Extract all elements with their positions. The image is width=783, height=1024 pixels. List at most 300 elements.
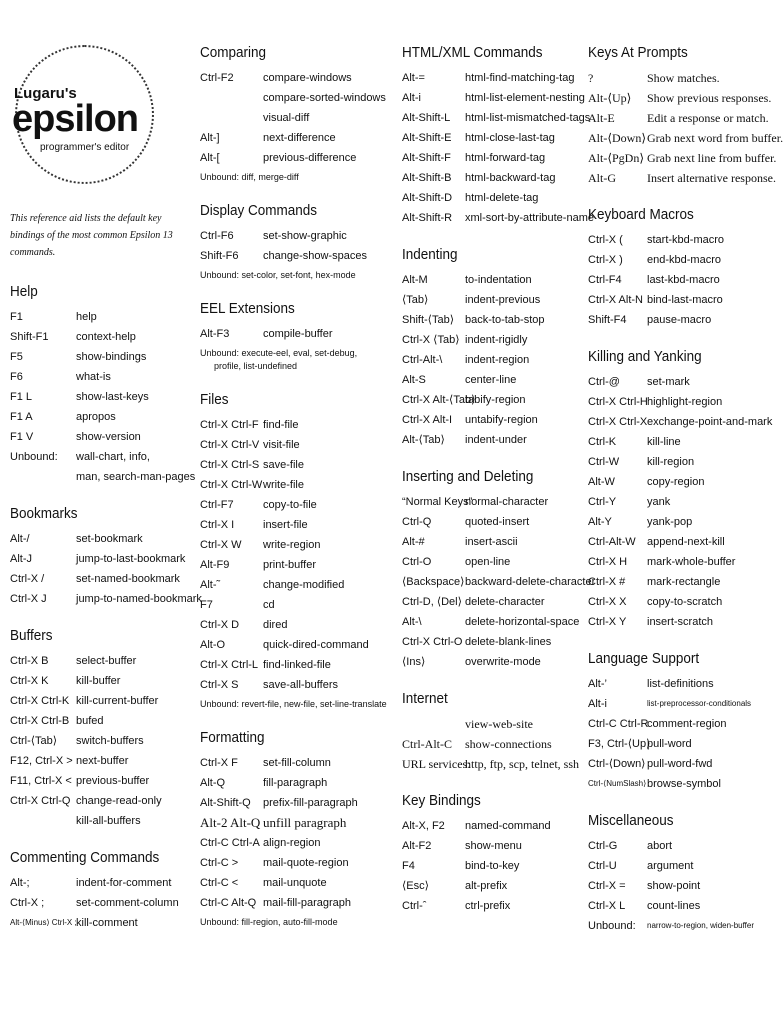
binding-row xyxy=(10,447,190,467)
note-line: profile, list-undefined xyxy=(214,361,298,371)
command-name: write-region xyxy=(263,539,321,551)
section xyxy=(402,44,594,228)
key-combo: URL services: xyxy=(402,757,471,771)
binding-row xyxy=(588,694,763,714)
command-name: html-delete-tag xyxy=(465,192,539,204)
binding-row xyxy=(10,589,202,609)
binding-row xyxy=(200,813,390,833)
binding-row xyxy=(588,88,772,108)
command-name: start-kbd-macro xyxy=(647,234,725,246)
command-name: count-lines xyxy=(647,900,701,912)
key-combo: Alt-Shift-Q xyxy=(200,797,251,809)
key-combo: ⟨Ins⟩ xyxy=(402,656,426,668)
section-title: Internet xyxy=(402,690,448,707)
command-name: visual-diff xyxy=(263,112,310,124)
key-combo: Alt-S xyxy=(402,374,426,386)
command-name: cd xyxy=(263,599,275,611)
key-combo: Ctrl-X # xyxy=(588,576,626,588)
binding-row xyxy=(402,148,582,168)
binding-row xyxy=(402,168,582,188)
key-combo: Ctrl-X H xyxy=(588,556,628,568)
key-combo: Alt-O xyxy=(200,639,226,651)
binding-row xyxy=(10,427,190,447)
key-combo: Alt-F3 xyxy=(200,328,230,340)
section xyxy=(200,202,390,282)
key-combo: Ctrl-⟨NumSlash⟩ xyxy=(588,779,647,788)
binding-row xyxy=(10,671,190,691)
command-name: tabify-region xyxy=(465,394,526,406)
command-name: bind-to-key xyxy=(465,860,520,872)
section xyxy=(10,849,190,933)
key-combo: Alt-/ xyxy=(10,533,30,545)
binding-row xyxy=(10,791,190,811)
command-name: find-file xyxy=(263,419,299,431)
binding-row xyxy=(402,128,582,148)
key-combo: Ctrl-X = xyxy=(588,880,626,892)
command-name: align-region xyxy=(263,837,321,849)
key-combo: Ctrl-X I xyxy=(200,519,235,531)
key-combo: Ctrl-C > xyxy=(200,857,239,869)
key-combo: Alt-# xyxy=(402,536,425,548)
binding-row xyxy=(402,816,582,836)
key-combo: Ctrl-W xyxy=(588,456,620,468)
binding-row xyxy=(200,435,390,455)
binding-row xyxy=(588,472,763,492)
key-combo: Alt-X, F2 xyxy=(402,820,445,832)
section-note xyxy=(200,171,390,184)
command-name: html-forward-tag xyxy=(465,152,546,164)
command-name: show-point xyxy=(647,880,701,892)
binding-row xyxy=(588,492,763,512)
key-combo: Alt-F2 xyxy=(402,840,432,852)
section-title: Keyboard Macros xyxy=(588,206,694,223)
key-combo: F4 xyxy=(402,860,415,872)
command-name: select-buffer xyxy=(76,655,137,667)
command-name: ctrl-prefix xyxy=(465,900,511,912)
key-combo: Ctrl-X Ctrl-O xyxy=(402,636,463,648)
binding-row xyxy=(588,412,773,432)
key-combo: Alt-⟨PgDn⟩ xyxy=(588,151,645,165)
key-combo: Shift-F6 xyxy=(200,250,239,262)
key-combo: Ctrl-D, ⟨Del⟩ xyxy=(402,596,462,608)
binding-row xyxy=(588,674,763,694)
key-combo: Ctrl-Q xyxy=(402,516,432,528)
section-title: Buffers xyxy=(10,627,53,644)
section-title: Key Bindings xyxy=(402,792,481,809)
section-note xyxy=(200,347,390,373)
command-name: xml-sort-by-attribute-name xyxy=(465,212,594,224)
command-name: set-show-graphic xyxy=(263,230,347,242)
binding-row xyxy=(402,370,582,390)
section-title: Bookmarks xyxy=(10,505,78,522)
key-combo: Ctrl-X Ctrl-X xyxy=(588,416,648,428)
column-4 xyxy=(588,44,783,936)
binding-row xyxy=(200,535,390,555)
note-line: Unbound: fill-region, auto-fill-mode xyxy=(200,917,338,927)
binding-row xyxy=(402,108,591,128)
binding-row xyxy=(200,128,390,148)
binding-row xyxy=(588,856,763,876)
key-combo: Alt-Shift-L xyxy=(402,112,451,124)
section xyxy=(200,391,390,711)
binding-row xyxy=(402,734,582,754)
key-combo xyxy=(10,811,76,831)
binding-row xyxy=(200,675,390,695)
command-name: untabify-region xyxy=(465,414,538,426)
key-combo: Ctrl-@ xyxy=(588,376,620,388)
binding-row xyxy=(588,774,763,794)
binding-row xyxy=(200,515,390,535)
logo-tagline: programmer's editor xyxy=(40,142,130,153)
command-name: visit-file xyxy=(263,439,300,451)
binding-row xyxy=(402,714,582,734)
binding-row xyxy=(200,853,390,873)
key-combo: Ctrl-X W xyxy=(200,539,242,551)
key-combo: Ctrl-Alt-C xyxy=(402,737,452,751)
binding-row xyxy=(402,430,582,450)
section-title: Comparing xyxy=(200,44,267,61)
section-title: Killing and Yanking xyxy=(588,348,702,365)
key-combo: Alt-J xyxy=(10,553,32,565)
command-name: previous-difference xyxy=(263,152,357,164)
key-combo: Alt-’ xyxy=(588,678,607,690)
command-name: indent-previous xyxy=(465,294,541,306)
section xyxy=(10,505,202,609)
command-name: normal-character xyxy=(465,496,549,508)
binding-row xyxy=(588,270,763,290)
command-name: show-last-keys xyxy=(76,391,149,403)
key-combo: Ctrl-F2 xyxy=(200,72,234,84)
key-combo: Ctrl-O xyxy=(402,556,432,568)
command-name: highlight-region xyxy=(647,396,723,408)
command-name: yank-pop xyxy=(647,516,693,528)
binding-row xyxy=(588,532,763,552)
command-name: mail-fill-paragraph xyxy=(263,897,352,909)
binding-row xyxy=(402,896,582,916)
command-name: kill-line xyxy=(647,436,681,448)
binding-row xyxy=(588,552,763,572)
binding-row xyxy=(588,512,763,532)
command-name: copy-to-file xyxy=(263,499,317,511)
command-name: delete-horizontal-space xyxy=(465,616,580,628)
key-combo: Alt-W xyxy=(588,476,615,488)
command-name: list-preprocessor-conditionals xyxy=(647,699,752,708)
command-name: mark-whole-buffer xyxy=(647,556,736,568)
binding-row xyxy=(588,836,763,856)
key-combo: Alt-M xyxy=(402,274,428,286)
command-name: show-bindings xyxy=(76,351,147,363)
key-combo: Alt-= xyxy=(402,72,425,84)
binding-row xyxy=(588,714,763,734)
binding-row xyxy=(588,148,777,168)
key-combo: Ctrl-C Ctrl-R xyxy=(588,718,649,730)
command-name: set-fill-column xyxy=(263,757,331,769)
binding-row xyxy=(200,873,390,893)
column-3 xyxy=(402,44,596,916)
binding-row xyxy=(402,632,582,652)
key-combo: Alt-E xyxy=(588,111,615,125)
command-name: unfill paragraph xyxy=(263,815,347,830)
section xyxy=(588,348,773,632)
binding-row xyxy=(10,407,190,427)
section-title: Display Commands xyxy=(200,202,318,219)
binding-row xyxy=(588,572,763,592)
command-name: argument xyxy=(647,860,694,872)
key-combo xyxy=(200,88,263,108)
command-name: what-is xyxy=(76,371,111,383)
command-name: context-help xyxy=(76,331,136,343)
key-combo: Alt-Shift-F xyxy=(402,152,451,164)
command-name: help xyxy=(76,311,97,323)
key-combo: Alt-G xyxy=(588,171,616,185)
binding-row xyxy=(402,612,582,632)
col1-sections xyxy=(10,283,202,933)
command-name: jump-to-last-bookmark xyxy=(76,553,186,565)
key-combo: Ctrl-X L xyxy=(588,900,626,912)
command-name: Edit a response or match. xyxy=(647,111,769,125)
command-name: open-line xyxy=(465,556,511,568)
command-name: end-kbd-macro xyxy=(647,254,721,266)
binding-row xyxy=(10,467,196,487)
command-name: wall-chart, info, xyxy=(76,451,150,463)
section xyxy=(200,44,390,184)
command-name: kill-current-buffer xyxy=(76,695,159,707)
command-name: indent-region xyxy=(465,354,530,366)
command-name: indent-under xyxy=(465,434,527,446)
key-combo: F1 V xyxy=(10,431,34,443)
binding-row xyxy=(200,226,390,246)
binding-row xyxy=(200,415,390,435)
command-name: dired xyxy=(263,619,288,631)
binding-row xyxy=(402,290,582,310)
col4-sections xyxy=(588,44,783,936)
note-line: Unbound: set-color, set-font, hex-mode xyxy=(200,270,356,280)
binding-row xyxy=(588,916,763,936)
section-title: Language Support xyxy=(588,650,700,667)
key-combo xyxy=(10,467,76,487)
key-combo: Alt-Shift-D xyxy=(402,192,453,204)
binding-row xyxy=(10,347,190,367)
command-name: to-indentation xyxy=(465,274,532,286)
key-combo: Ctrl-X Ctrl-L xyxy=(200,659,259,671)
binding-row xyxy=(588,108,769,128)
key-combo: Ctrl-X Ctrl-F xyxy=(200,419,259,431)
command-name: Grab next word from buffer. xyxy=(647,131,783,145)
key-combo: Alt-Shift-E xyxy=(402,132,452,144)
key-combo: Ctrl-X Ctrl-Q xyxy=(10,795,71,807)
section-note xyxy=(200,698,390,711)
binding-row xyxy=(402,68,582,88)
binding-row xyxy=(402,754,582,774)
command-name: Show previous responses. xyxy=(647,91,772,105)
key-combo: F5 xyxy=(10,351,23,363)
binding-row xyxy=(200,246,390,266)
key-combo: F6 xyxy=(10,371,23,383)
key-combo: Ctrl-Alt-\ xyxy=(402,354,443,366)
binding-row xyxy=(402,532,582,552)
key-combo: Ctrl-X S xyxy=(200,679,239,691)
command-name: set-comment-column xyxy=(76,897,179,909)
section xyxy=(402,246,582,450)
key-combo: Alt-[ xyxy=(200,152,220,164)
section xyxy=(588,206,763,330)
command-name: yank xyxy=(647,496,671,508)
key-combo: F12, Ctrl-X > xyxy=(10,755,73,767)
key-combo: Ctrl-F4 xyxy=(588,274,622,286)
binding-row xyxy=(402,652,582,672)
binding-row xyxy=(200,108,390,128)
command-name: save-all-buffers xyxy=(263,679,338,691)
binding-row xyxy=(402,310,582,330)
binding-row xyxy=(588,896,763,916)
binding-row xyxy=(10,307,190,327)
binding-row xyxy=(10,751,190,771)
binding-row xyxy=(588,734,763,754)
key-combo: Ctrl-X D xyxy=(200,619,240,631)
binding-row xyxy=(200,773,390,793)
command-name: quick-dired-command xyxy=(263,639,369,651)
command-name: mark-rectangle xyxy=(647,576,721,588)
binding-row xyxy=(402,552,582,572)
key-combo: Alt-Q xyxy=(200,777,226,789)
key-combo: ? xyxy=(588,71,594,85)
key-combo: Ctrl-X J xyxy=(10,593,47,605)
command-name: show-version xyxy=(76,431,141,443)
section xyxy=(200,300,390,373)
binding-row xyxy=(588,612,763,632)
key-combo: Ctrl-U xyxy=(588,860,617,872)
binding-row xyxy=(588,290,763,310)
command-name: list-definitions xyxy=(647,678,714,690)
section-title: Files xyxy=(200,391,229,408)
key-combo: Ctrl-X Ctrl-K xyxy=(10,695,70,707)
key-combo: Ctrl-X B xyxy=(10,655,49,667)
key-combo: Ctrl-X F xyxy=(200,757,238,769)
section-note xyxy=(200,269,390,282)
command-name: pull-word xyxy=(647,738,692,750)
section xyxy=(10,627,190,831)
command-name: overwrite-mode xyxy=(465,656,541,668)
command-name: write-file xyxy=(263,479,304,491)
command-name: show-connections xyxy=(465,737,552,751)
binding-row xyxy=(588,68,763,88)
binding-row xyxy=(588,250,763,270)
binding-row xyxy=(402,592,582,612)
key-combo: Ctrl-C Ctrl-A xyxy=(200,837,260,849)
section xyxy=(588,650,763,794)
command-name: kill-buffer xyxy=(76,675,121,687)
key-combo: Ctrl-X Alt-I xyxy=(402,414,453,426)
binding-row xyxy=(200,455,390,475)
binding-row xyxy=(200,615,390,635)
binding-row xyxy=(10,913,190,933)
note-line: Unbound: revert-file, new-file, set-line-translate xyxy=(200,699,387,709)
key-combo: Alt-2 Alt-Q xyxy=(200,815,261,830)
key-combo: Alt-\ xyxy=(402,616,422,628)
section-title: Indenting xyxy=(402,246,458,263)
command-name: bufed xyxy=(76,715,104,727)
command-name: insert-ascii xyxy=(465,536,518,548)
command-name: html-list-mismatched-tags xyxy=(465,112,591,124)
key-combo: F1 A xyxy=(10,411,33,423)
key-combo: Ctrl-ˆ xyxy=(402,900,427,912)
key-combo: Alt-i xyxy=(402,92,421,104)
binding-row xyxy=(588,392,763,412)
key-combo: Ctrl-G xyxy=(588,840,618,852)
key-combo: Alt-Shift-B xyxy=(402,172,452,184)
key-combo: Ctrl-X / xyxy=(10,573,45,585)
key-combo: Ctrl-⟨Tab⟩ xyxy=(10,735,58,747)
command-name: next-difference xyxy=(263,132,336,144)
binding-row xyxy=(10,387,190,407)
key-combo: Alt-] xyxy=(200,132,220,144)
key-combo: Ctrl-C Alt-Q xyxy=(200,897,257,909)
key-combo xyxy=(200,108,263,128)
key-combo: Alt-; xyxy=(10,877,30,889)
binding-row xyxy=(10,771,190,791)
binding-row xyxy=(10,873,190,893)
command-name: compare-sorted-windows xyxy=(263,92,386,104)
command-name: pause-macro xyxy=(647,314,712,326)
epsilon-logo xyxy=(10,40,170,210)
key-combo: F7 xyxy=(200,599,213,611)
command-name: Grab next line from buffer. xyxy=(647,151,777,165)
section xyxy=(402,690,582,774)
command-name: append-next-kill xyxy=(647,536,725,548)
key-combo: “Normal Keys” xyxy=(402,496,473,508)
binding-row xyxy=(402,512,582,532)
command-name: insert-file xyxy=(263,519,308,531)
binding-row xyxy=(588,128,783,148)
key-combo: Unbound: xyxy=(10,451,58,463)
binding-row xyxy=(200,575,390,595)
binding-row xyxy=(402,188,582,208)
binding-row xyxy=(402,836,582,856)
command-name: save-file xyxy=(263,459,304,471)
binding-row xyxy=(402,330,582,350)
key-combo: Ctrl-⟨Down⟩ xyxy=(588,758,646,770)
key-combo: Alt-⟨Tab⟩ xyxy=(402,434,445,446)
section xyxy=(10,283,196,487)
command-name: man, search-man-pages xyxy=(76,471,196,483)
binding-row xyxy=(200,475,390,495)
command-name: html-close-last-tag xyxy=(465,132,555,144)
command-name: copy-region xyxy=(647,476,705,488)
key-combo: Ctrl-X Ctrl-H xyxy=(588,396,648,408)
binding-row xyxy=(588,592,763,612)
binding-row xyxy=(402,270,582,290)
binding-row xyxy=(402,856,582,876)
key-combo: Ctrl-X Y xyxy=(588,616,627,628)
command-name: indent-for-comment xyxy=(76,877,172,889)
binding-row xyxy=(10,529,190,549)
command-name: delete-blank-lines xyxy=(465,636,552,648)
binding-row xyxy=(588,230,763,250)
binding-row xyxy=(402,876,582,896)
col2-sections xyxy=(200,44,390,929)
command-name: exchange-point-and-mark xyxy=(647,416,773,428)
command-name: change-modified xyxy=(263,579,345,591)
column-1 xyxy=(10,40,202,933)
key-combo: Unbound: xyxy=(588,920,636,932)
command-name: set-mark xyxy=(647,376,690,388)
section xyxy=(200,729,390,929)
key-combo: Shift-F4 xyxy=(588,314,627,326)
key-combo: Ctrl-X ⟨Tab⟩ xyxy=(402,334,460,346)
command-name: mail-unquote xyxy=(263,877,327,889)
command-name: delete-character xyxy=(465,596,545,608)
binding-row xyxy=(200,635,390,655)
